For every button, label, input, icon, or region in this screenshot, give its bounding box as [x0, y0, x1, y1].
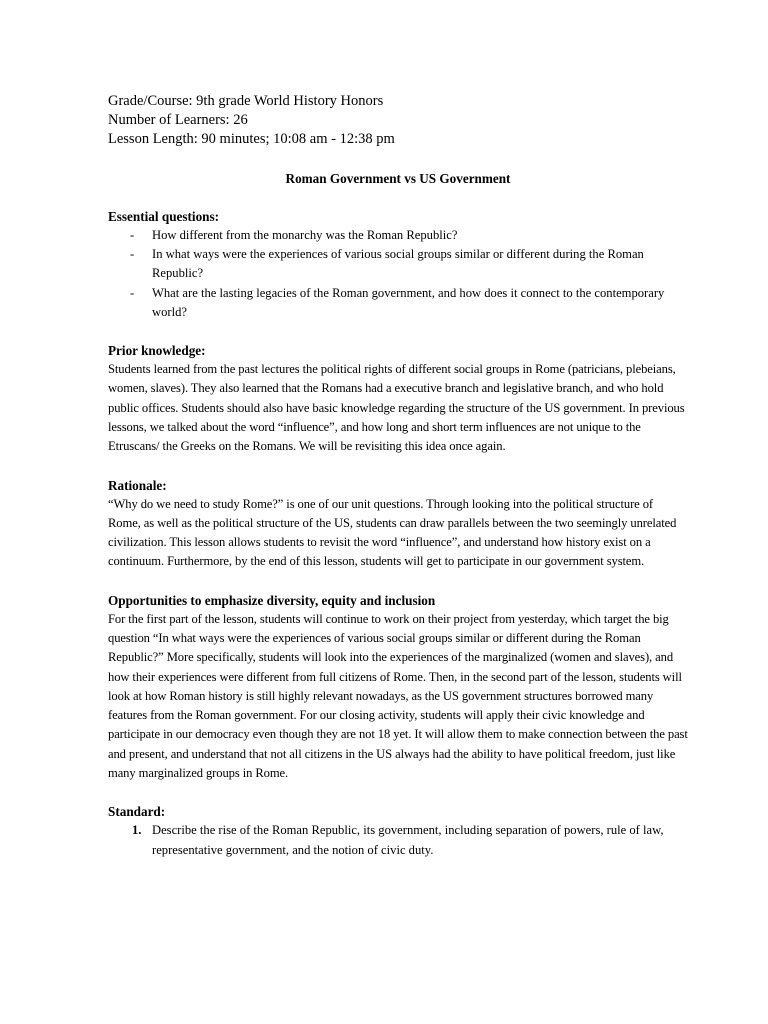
document-page: [108, 92, 688, 860]
rationale-section: [108, 476, 688, 572]
prior-knowledge-text: Students learned from the past lectures the political rights of different social groups in Rome (patricians, plebeians, women, slaves). They also learned that the Romans had a executive branch and legislative branch, and who hold public offices. Students should also have basic knowledge regarding the structure of the US government. In previous lessons, we talked about the word “influence”, and how long and short term influences are not unique to the Etruscans/ the Greeks on the Romans. We will be revisiting this idea once again.: [108, 362, 685, 454]
list-item: [108, 226, 688, 245]
essential-questions-list: [108, 226, 688, 322]
diversity-text: For the first part of the lesson, students will continue to work on their project from yesterday, which target the big question “In what ways were the experiences of various social groups similar or different during the Roman Republic?” More specifically, students will look into the experiences of the marginalized (women and slaves), and how their experiences were different from full citizens of Rome. Then, in the second part of the lesson, students will look at how Roman history is still highly relevant nowadays, as the US government structures borrowed many features from the Roman government. For our closing activity, students will apply their civic knowledge and participate in our democracy even though they are not 18 yet. It will allow them to make connection between the past and present, and understand that not all citizens in the US always had the ability to have political freedom, just like many marginalized groups in Rome.: [108, 611, 688, 781]
standard-text: Describe the rise of the Roman Republic, its government, including separation of powers, rule of law, representative government, and the notion of civic duty.: [152, 823, 664, 857]
question-text: How different from the monarchy was the Roman Republic?: [152, 228, 458, 242]
question-text: In what ways were the experiences of various social groups similar or different during the Roman Republic?: [152, 247, 644, 281]
question-text: What are the lasting legacies of the Roman government, and how does it connect to the contemporary world?: [152, 285, 665, 319]
essential-questions-heading: Essential questions:: [108, 209, 220, 224]
diversity-section: [108, 591, 688, 784]
dash-bullet: -: [130, 285, 135, 300]
lesson-meta: [108, 92, 688, 149]
number-of-learners: Number of Learners: 26: [108, 112, 248, 128]
standard-number: 1.: [132, 823, 142, 838]
grade-course: Grade/Course: 9th grade World History Honors: [108, 93, 384, 109]
standard-section: [108, 802, 688, 859]
dash-bullet: -: [130, 228, 135, 242]
list-item: [108, 245, 688, 283]
prior-knowledge-section: [108, 341, 688, 456]
list-item: [108, 284, 688, 322]
prior-knowledge-heading: Prior knowledge:: [108, 343, 206, 359]
essential-questions-section: [108, 207, 688, 322]
document-title: Roman Government vs US Government: [285, 171, 511, 186]
standard-heading: Standard:: [108, 804, 166, 820]
rationale-heading: Rationale:: [108, 477, 167, 493]
rationale-text: “Why do we need to study Rome?” is one of our unit questions. Through looking into the political structure of Rome, as well as the political structure of the US, students can draw parallels between the two seemingly unrelated civilization. This lesson allows students to revisit the word “influence”, and understand how history exist on a continuum. Furthermore, by the end of this lesson, students will get to participate in our government system.: [108, 496, 677, 569]
dash-bullet: -: [130, 247, 135, 262]
list-item: [108, 821, 688, 859]
diversity-heading: Opportunities to emphasize diversity, equity and inclusion: [108, 592, 436, 608]
standard-list: [108, 821, 688, 859]
lesson-length: Lesson Length: 90 minutes; 10:08 am - 12:38 pm: [108, 131, 395, 147]
